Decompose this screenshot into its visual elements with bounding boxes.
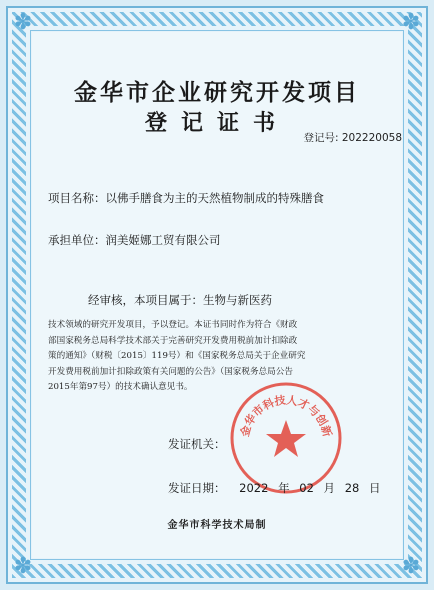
project-name-row [48, 190, 324, 206]
year-unit: 年 [278, 481, 290, 495]
issue-date-row [168, 480, 381, 496]
issue-year: 2022 [239, 481, 269, 495]
certificate-title: 金华市企业研究开发项目 [74, 79, 360, 106]
official-seal-icon [228, 380, 344, 496]
corner-ornament-icon: ✽ [13, 554, 33, 579]
project-name-label: 项目名称： [48, 191, 106, 205]
registration-number: 登记号: 202220058 [303, 132, 402, 144]
reviewed-text: 经审核，本项目属于： [88, 293, 203, 307]
seal-text: 金华市科技人才与创新 [238, 393, 334, 439]
body-line: 部国家税务总局科学技术部关于完善研究开发费用税前加计扣除政 [48, 335, 298, 346]
issuer-row [168, 436, 226, 452]
undertaker-row [48, 232, 221, 248]
issue-date-label: 发证日期： [168, 481, 226, 495]
footer-issuer: 金华市科学技术局制 [167, 520, 267, 531]
corner-ornament-icon: ✽ [401, 554, 421, 579]
body-line: 策的通知》（财税〔2015〕119号）和《国家税务总局关于企业研究 [48, 351, 306, 361]
issue-month: 02 [299, 481, 314, 495]
body-line: 技术领域的研究开发项目，予以登记。本证书同时作为符合《财政 [48, 320, 298, 330]
corner-ornament-icon: ✽ [401, 10, 421, 35]
undertaker-value: 润美姬娜工贸有限公司 [105, 233, 221, 247]
field-row [88, 292, 272, 308]
body-line: 2015年第97号）的技术确认意见书。 [48, 382, 193, 392]
undertaker-label: 承担单位： [48, 233, 106, 247]
certificate-subtitle: 登记证书 [144, 110, 289, 136]
day-unit: 日 [369, 481, 381, 495]
corner-ornament-icon: ✽ [13, 10, 33, 35]
project-name-value: 以佛手膳食为主的天然植物制成的特殊膳食 [105, 191, 324, 205]
month-unit: 月 [323, 481, 336, 495]
field-value: 生物与新医药 [203, 293, 272, 307]
issuer-label: 发证机关： [168, 437, 226, 451]
issue-day: 28 [344, 481, 360, 495]
body-line: 开发费用税前加计扣除政策有关问题的公告》（国家税务总局公告 [48, 366, 293, 377]
